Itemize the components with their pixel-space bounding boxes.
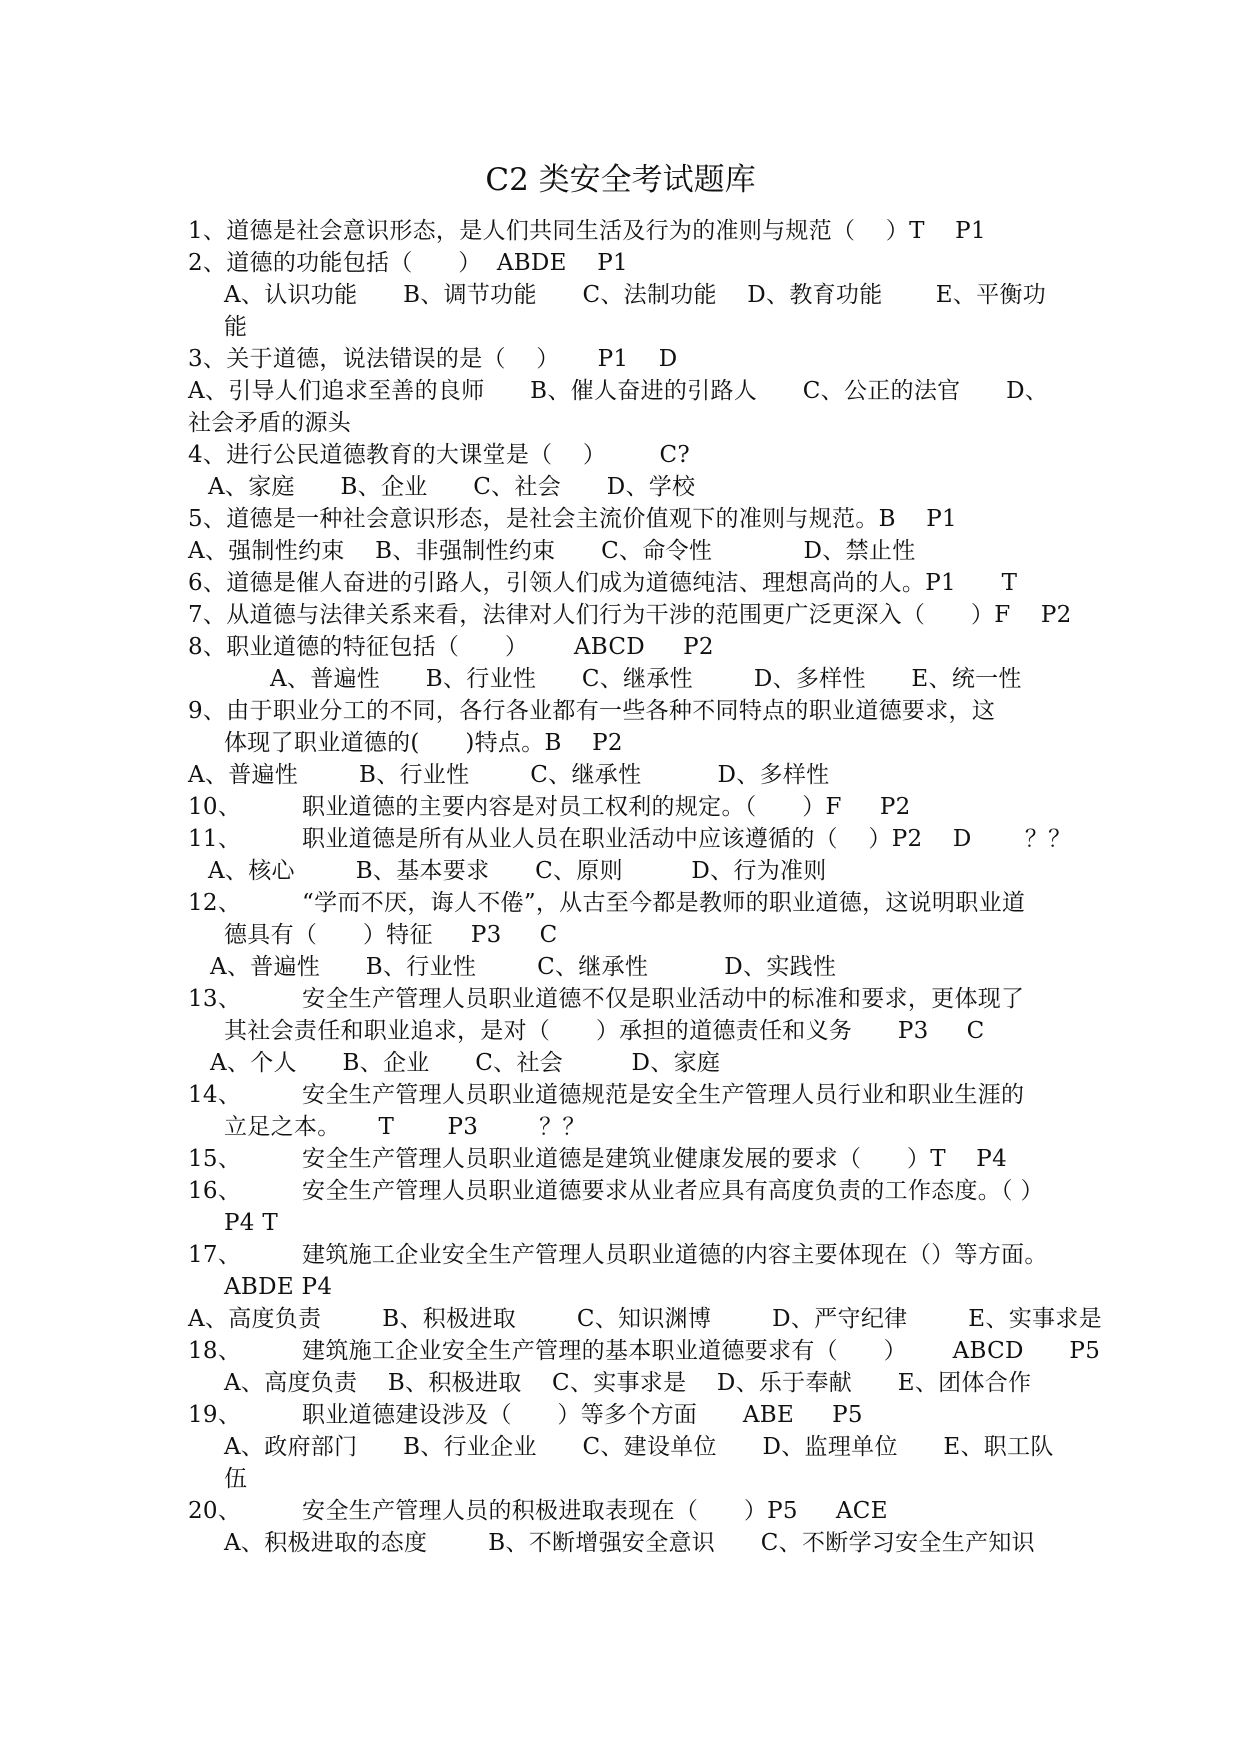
question-14-cont: 立足之本。 T P3 ？？ [224, 1114, 586, 1140]
question-18: 18、 建筑施工企业安全生产管理的基本职业道德要求有（ ） ABCD P5 [188, 1338, 1101, 1364]
question-11: 11、 职业道德是所有从业人员在职业活动中应该遵循的（ ）P2 D ？？ [188, 826, 1072, 852]
question-7: 7、从道德与法律关系来看，法律对人们行为干涉的范围更广泛更深入（ ）F P2 [188, 602, 1072, 628]
question-3-options: A、引导人们追求至善的良师 B、催人奋进的引路人 C、公正的法官 D、 [188, 378, 1049, 404]
question-12-options: A、普遍性 B、行业性 C、继承性 D、实践性 [210, 954, 837, 980]
question-17-cont: ABDE P4 [224, 1274, 333, 1300]
question-14: 14、 安全生产管理人员职业道德规范是安全生产管理人员行业和职业生涯的 [188, 1082, 1025, 1108]
question-19-options: A、政府部门 B、行业企业 C、建设单位 D、监理单位 E、职工队 [224, 1434, 1054, 1460]
question-16-cont: P4 T [224, 1210, 278, 1236]
question-16: 16、 安全生产管理人员职业道德要求从业者应具有高度负责的工作态度。（ ） [188, 1178, 1044, 1204]
question-3-options-cont: 社会矛盾的源头 [188, 410, 352, 436]
question-19-options-cont: 伍 [224, 1466, 248, 1492]
question-13-options: A、个人 B、企业 C、社会 D、家庭 [210, 1050, 721, 1076]
question-3: 3、关于道德，说法错误的是（ ） P1 D [188, 346, 678, 372]
question-12: 12、 “学而不厌，诲人不倦”，从古至今都是教师的职业道德，这说明职业道 [188, 890, 1026, 916]
question-5: 5、道德是一种社会意识形态，是社会主流价值观下的准则与规范。B P1 [188, 506, 957, 532]
question-9-cont: 体现了职业道德的( )特点。B P2 [224, 730, 623, 756]
question-2: 2、道德的功能包括（ ） ABDE P1 [188, 250, 628, 276]
question-9: 9、由于职业分工的不同，各行各业都有一些各种不同特点的职业道德要求，这 [188, 698, 996, 724]
question-13: 13、 安全生产管理人员职业道德不仅是职业活动中的标准和要求，更体现了 [188, 986, 1025, 1012]
question-4-options: A、家庭 B、企业 C、社会 D、学校 [208, 474, 696, 500]
question-8: 8、职业道德的特征包括（ ） ABCD P2 [188, 634, 714, 660]
question-5-options: A、强制性约束 B、非强制性约束 C、命令性 D、禁止性 [188, 538, 916, 564]
question-15: 15、 安全生产管理人员职业道德是建筑业健康发展的要求（ ）T P4 [188, 1146, 1008, 1172]
question-2-options-cont: 能 [224, 314, 248, 340]
question-12-cont: 德具有（ ）特征 P3 C [224, 922, 558, 948]
question-2-options: A、认识功能 B、调节功能 C、法制功能 D、教育功能 E、平衡功 [224, 282, 1047, 308]
question-13-cont: 其社会责任和职业追求，是对（ ）承担的道德责任和义务 P3 C [224, 1018, 985, 1044]
question-8-options: A、普遍性 B、行业性 C、继承性 D、多样性 E、统一性 [270, 666, 1022, 692]
question-4: 4、进行公民道德教育的大课堂是（ ） C? [188, 442, 690, 468]
question-20-options: A、积极进取的态度 B、不断增强安全意识 C、不断学习安全生产知识 [224, 1530, 1035, 1556]
question-9-options: A、普遍性 B、行业性 C、继承性 D、多样性 [188, 762, 830, 788]
question-19: 19、 职业道德建设涉及（ ）等多个方面 ABE P5 [188, 1402, 863, 1428]
question-6: 6、道德是催人奋进的引路人，引领人们成为道德纯洁、理想高尚的人。P1 T [188, 570, 1018, 596]
question-20: 20、 安全生产管理人员的积极进取表现在（ ）P5 ACE [188, 1498, 888, 1524]
question-1: 1、道德是社会意识形态，是人们共同生活及行为的准则与规范（ ）T P1 [188, 218, 986, 244]
question-10: 10、 职业道德的主要内容是对员工权利的规定。（ ）F P2 [188, 794, 911, 820]
question-17: 17、 建筑施工企业安全生产管理人员职业道德的内容主要体现在（）等方面。 [188, 1242, 1048, 1268]
document-title: C2 类安全考试题库 [485, 162, 756, 198]
question-17-options: A、高度负责 B、积极进取 C、知识渊博 D、严守纪律 E、实事求是 [188, 1306, 1102, 1332]
question-11-options: A、核心 B、基本要求 C、原则 D、行为准则 [208, 858, 827, 884]
question-18-options: A、高度负责 B、积极进取 C、实事求是 D、乐于奉献 E、团体合作 [224, 1370, 1032, 1396]
